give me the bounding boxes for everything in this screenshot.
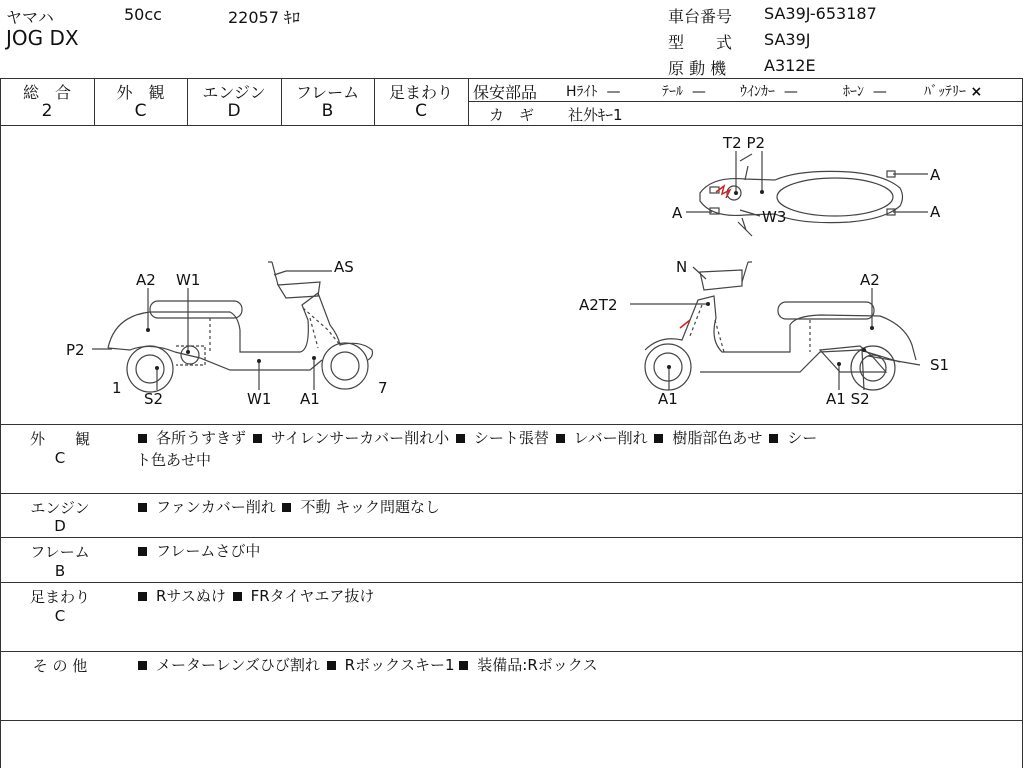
label-as: AS — [334, 258, 354, 276]
remark-text-exterior: 各所うすきず サイレンサーカバー削れ小 シート張替 レバー削れ 樹脂部色あせ シー ト色あせ中 — [136, 429, 818, 469]
grade-value-suspension: C — [415, 101, 427, 121]
chassis-label: 車台番号 — [668, 7, 733, 26]
key-value: 社外ｷｰ1 — [568, 106, 623, 124]
type-label: 型 式 — [668, 33, 733, 52]
label-n: N — [676, 258, 688, 276]
remark-label-exterior: 外 観 — [29, 430, 90, 448]
label-a2-left: A2 — [136, 271, 156, 289]
engine-label: 原 動 機 — [668, 59, 727, 78]
remark-grade-engine: D — [54, 517, 66, 535]
damage-diagram — [0, 126, 1022, 424]
label-t2p2: T2 P2 — [723, 134, 766, 152]
remark-label-suspension: 足まわり — [29, 588, 90, 606]
remark-text-engine: ファンカバー削れ 不動 キック問題なし — [136, 496, 440, 518]
scooter-top-view — [700, 154, 903, 236]
label-a-bottom-right: A — [930, 203, 941, 221]
safety-item-winker: ｳｲﾝｶｰ — — [740, 84, 798, 100]
grade-label-overall: 総 合 — [22, 83, 71, 102]
label-w1-bottom: W1 — [247, 390, 272, 408]
label-a2-right: A2 — [860, 271, 880, 289]
label-a1-front: A1 — [658, 390, 678, 408]
label-w3: W3 — [762, 208, 787, 226]
displacement: 50cc — [124, 5, 162, 24]
label-a-left: A — [672, 204, 683, 222]
remark-label-engine: エンジン — [30, 499, 90, 517]
label-p2: P2 — [66, 341, 85, 359]
grade-value-exterior: C — [134, 101, 147, 121]
safety-item-horn: ﾎｰﾝ — — [843, 84, 887, 100]
mileage: 22057 ｷﾛ — [228, 8, 300, 27]
damage-marks — [680, 186, 730, 328]
grade-value-engine: D — [227, 101, 241, 121]
remark-grade-exterior: C — [54, 449, 66, 467]
label-a1-left: A1 — [300, 390, 320, 408]
maker: ヤマハ — [6, 8, 54, 27]
grade-value-frame: B — [321, 101, 334, 121]
safety-item-headlight: Hﾗｲﾄ — — [566, 84, 621, 100]
safety-item-taillight: ﾃｰﾙ — — [662, 84, 706, 100]
label-s2-left: S2 — [144, 390, 164, 408]
label-w1-top: W1 — [176, 271, 201, 289]
chassis-value: SA39J-653187 — [764, 4, 877, 23]
model-name: JOG DX — [6, 26, 79, 50]
grade-label-exterior: 外 観 — [116, 83, 165, 102]
label-a-top-right: A — [930, 166, 941, 184]
remark-text-frame: フレームさび中 — [136, 540, 260, 562]
label-s1: S1 — [930, 356, 950, 374]
remark-text-other: メーターレンズひび割れ Rボックスキー1 装備品:Rボックス — [136, 654, 598, 676]
safety-label: 保安部品 — [473, 83, 538, 102]
label-7: 7 — [378, 379, 388, 397]
type-value: SA39J — [764, 30, 811, 49]
remark-grade-frame: B — [54, 562, 66, 580]
engine-value: A312E — [764, 56, 816, 75]
key-label: カ ギ — [489, 106, 535, 124]
label-1: 1 — [112, 379, 122, 397]
label-a2t2: A2T2 — [579, 296, 618, 314]
safety-item-battery: ﾊﾞｯﾃﾘｰ × — [924, 84, 983, 100]
remark-label-frame: フレーム — [30, 543, 90, 561]
leader-lines — [92, 151, 928, 390]
grade-label-suspension: 足まわり — [388, 83, 453, 102]
grade-label-engine: エンジン — [202, 83, 266, 102]
remark-label-other: そ の 他 — [32, 657, 88, 675]
remark-text-suspension: Rサスぬけ FRタイヤエア抜け — [136, 585, 374, 607]
grade-value-overall: 2 — [41, 101, 53, 121]
label-a1s2: A1 S2 — [826, 390, 870, 408]
grade-label-frame: フレーム — [295, 83, 360, 102]
remark-grade-suspension: C — [54, 607, 66, 625]
